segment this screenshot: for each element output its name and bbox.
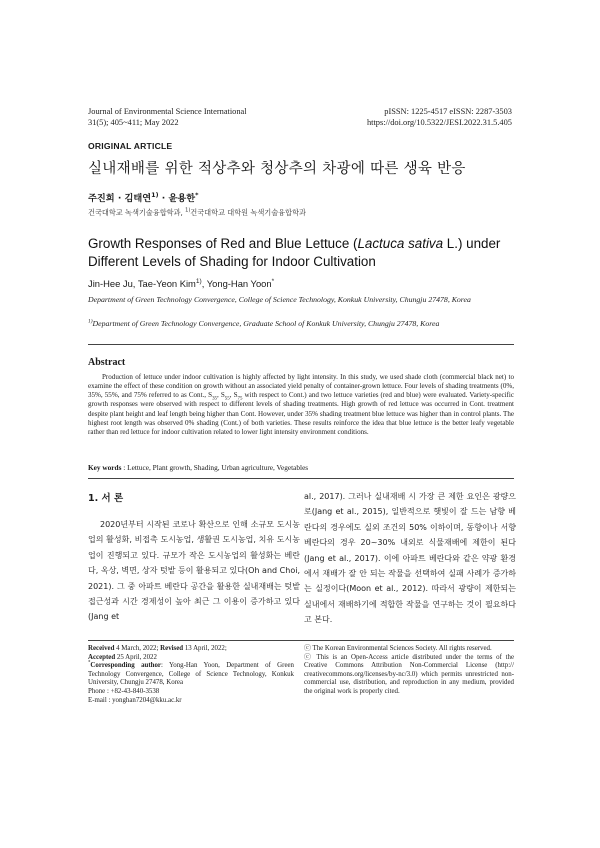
corresponding-asterisk: *	[88, 660, 91, 666]
license-notice: ⓒ This is an Open-Access article distributed under the terms of the Creative Commons Attribution Non-Commercial License (http:// creativecommons.org/licenses/by-nc/3.0) which permits unrestricted non-commercial use, distribution, and reproduction in any medium, provided the original work is properly cited.	[304, 653, 514, 695]
english-title-part-b: L.) under Different Levels of Shading for Indoor Cultivation	[88, 236, 501, 269]
footnote-right	[304, 645, 514, 697]
corresponding-author	[88, 662, 294, 688]
revised-date: 13 April, 2022;	[183, 645, 227, 652]
journal-header-right	[367, 106, 512, 128]
copyright-notice: ⓒ The Korean Environmental Sciences Society. All rights reserved.	[304, 645, 492, 652]
korean-affil-part-b: 건국대학교 대학원 녹색기술융합학과	[190, 208, 306, 217]
english-affiliation-2	[88, 318, 518, 330]
divider-abstract	[88, 478, 514, 479]
korean-affiliation	[88, 208, 306, 218]
journal-name: Journal of Environmental Science International	[88, 107, 247, 116]
journal-issn: pISSN: 1225-4517 eISSN: 2287-3503	[384, 107, 512, 116]
english-affil2-sup: 1)	[88, 318, 93, 325]
revised-label: Revised	[160, 645, 184, 652]
divider-footnote	[88, 640, 514, 641]
korean-title: 실내재배를 위한 적상추와 청상추의 차광에 따른 생육 반응	[88, 161, 466, 177]
abstract-part-b: , S	[217, 391, 225, 400]
abstract-sub-75: 75	[237, 396, 243, 402]
abstract-heading: Abstract	[88, 357, 126, 368]
section-heading-introduction: 1. 서 론	[88, 493, 124, 504]
abstract-text	[88, 373, 514, 437]
abstract-sub-55: 55	[224, 396, 230, 402]
korean-authors-part-b: · 윤용한	[158, 193, 196, 204]
email[interactable]: E-mail : yonghan7204@kku.ac.kr	[88, 696, 182, 704]
abstract-part-d: with respect to Cont.) and two lettuce varieties (red and blue) were evaluated. Variety-specific growth responses were observed with respect to different levels of shading treatments. High growth of red lettuce was occurred in Cont. treatment despite plant height and leaf length being higher than Cont. However, under 35% shading treatment blue lettuce was higher than in control plants. The highest root length was observed 0% shading (Cont.) of both varieties. These results reinforce the idea that blue lettuce is the better leafy vegetable rather than red lettuce for indoor cultivation related to lower light intensity environment conditions.	[88, 391, 514, 436]
keywords	[88, 463, 308, 472]
english-authors-sup-1: 1)	[195, 277, 202, 285]
english-affiliation-1: Department of Green Technology Convergence, College of Science Technology, Konkuk University, Chungju 27478, Korea	[88, 295, 471, 304]
korean-affil-part-a: 건국대학교 녹색기술융합학과,	[88, 208, 186, 217]
accepted-label: Accepted	[88, 653, 116, 661]
keywords-label: Key words	[88, 463, 122, 472]
korean-authors	[88, 190, 198, 204]
footnote-dates-2	[88, 654, 294, 663]
korean-authors-part-a: 주진희 · 김태연	[88, 193, 152, 204]
english-affil2-text: Department of Green Technology Convergence, Graduate School of Konkuk University, Chungju 27478, Korea	[92, 319, 440, 328]
korean-authors-sup-2: *	[195, 190, 199, 199]
body-column-left: 2020년부터 시작된 코로나 확산으로 인해 소규모 도시농업의 활성화, 비접촉 도시농업, 생활권 도시농업, 치유 도시농업이 진행되고 있다. 규모가 작은 도시농업의 활성화는 베란다, 옥상, 벽면, 상자 텃밭 등이 활용되고 있다(Oh and Choi, 2021). 그 중 아파트 베란다 공간을 활용한 실내재배는 텃밭 접근성과 시간 경제성이 높아 최근 그 이용이 증가하고 있다(Jang et	[88, 520, 300, 622]
korean-affil-sup: 1)	[185, 207, 191, 214]
english-title-part-a: Growth Responses of Red and Blue Lettuce (	[88, 236, 358, 251]
english-title	[88, 235, 518, 271]
english-authors-sup-2: *	[271, 277, 275, 285]
journal-issue: 31(5); 405~411; May 2022	[88, 118, 179, 127]
received-label: Received	[88, 645, 115, 652]
body-column-right: al., 2017). 그러나 실내재배 시 가장 큰 제한 요인은 광량으로(Jang et al., 2015), 일반적으로 햇빛이 잘 드는 남향 베란다의 경우에도 실외 조건의 50% 이하이며, 동향이나 서향 베란다의 경우 20~30% 내외로 식물재배에 제한이 된다(Jang et al., 2017). 이에 아파트 베란다와 같은 약광 환경에서 재배가 잘 안 되는 작물을 선택하여 실패 사례가 증가하는 실정이다(Moon et al., 2012). 따라서 광량이 제한되는 실내에서 재배하기에 적합한 작물을 연구하는 것이 필요하다고 본다.	[304, 492, 516, 625]
abstract-sub-35: 35	[212, 396, 217, 402]
divider-top	[88, 344, 514, 345]
english-authors	[88, 278, 274, 289]
footnote-left	[88, 645, 294, 705]
corresponding-label: Corresponding author	[90, 662, 161, 670]
phone: Phone : +82-43-840-3538	[88, 687, 160, 695]
english-authors-part-b: , Yong-Han Yoon	[201, 278, 272, 289]
article-type: ORIGINAL ARTICLE	[88, 141, 173, 151]
korean-authors-sup-1: 1)	[151, 190, 159, 199]
journal-doi[interactable]: https://doi.org/10.5322/JESI.2022.31.5.405	[366, 118, 512, 127]
journal-header-left	[88, 106, 247, 128]
abstract-part-c: , S	[229, 391, 238, 400]
received-date: 4 March, 2022;	[114, 645, 161, 652]
accepted-date: 25 April, 2022	[115, 653, 157, 661]
keywords-text: : Lettuce, Plant growth, Shading, Urban agriculture, Vegetables	[121, 463, 309, 472]
corresponding-text: : Yong-Han Yoon, Department of Green Technology Convergence, College of Science Technology, Konkuk University, Chungju 27478, Korea	[88, 662, 295, 687]
english-title-species: Lactuca sativa	[357, 236, 444, 251]
footnote-dates-1	[88, 645, 294, 654]
english-authors-part-a: Jin-Hee Ju, Tae-Yeon Kim	[88, 278, 196, 289]
abstract-part-a: Production of lettuce under indoor cultivation is highly affected by light intensity. In this study, we used shade cloth (commercial black net) to examine the effect of these condition on growth without an associated yield penalty of container-grown lettuce. Four levels of shading treatments (0%, 35%, 55%, and 75% referred to as Cont., S	[88, 373, 514, 400]
